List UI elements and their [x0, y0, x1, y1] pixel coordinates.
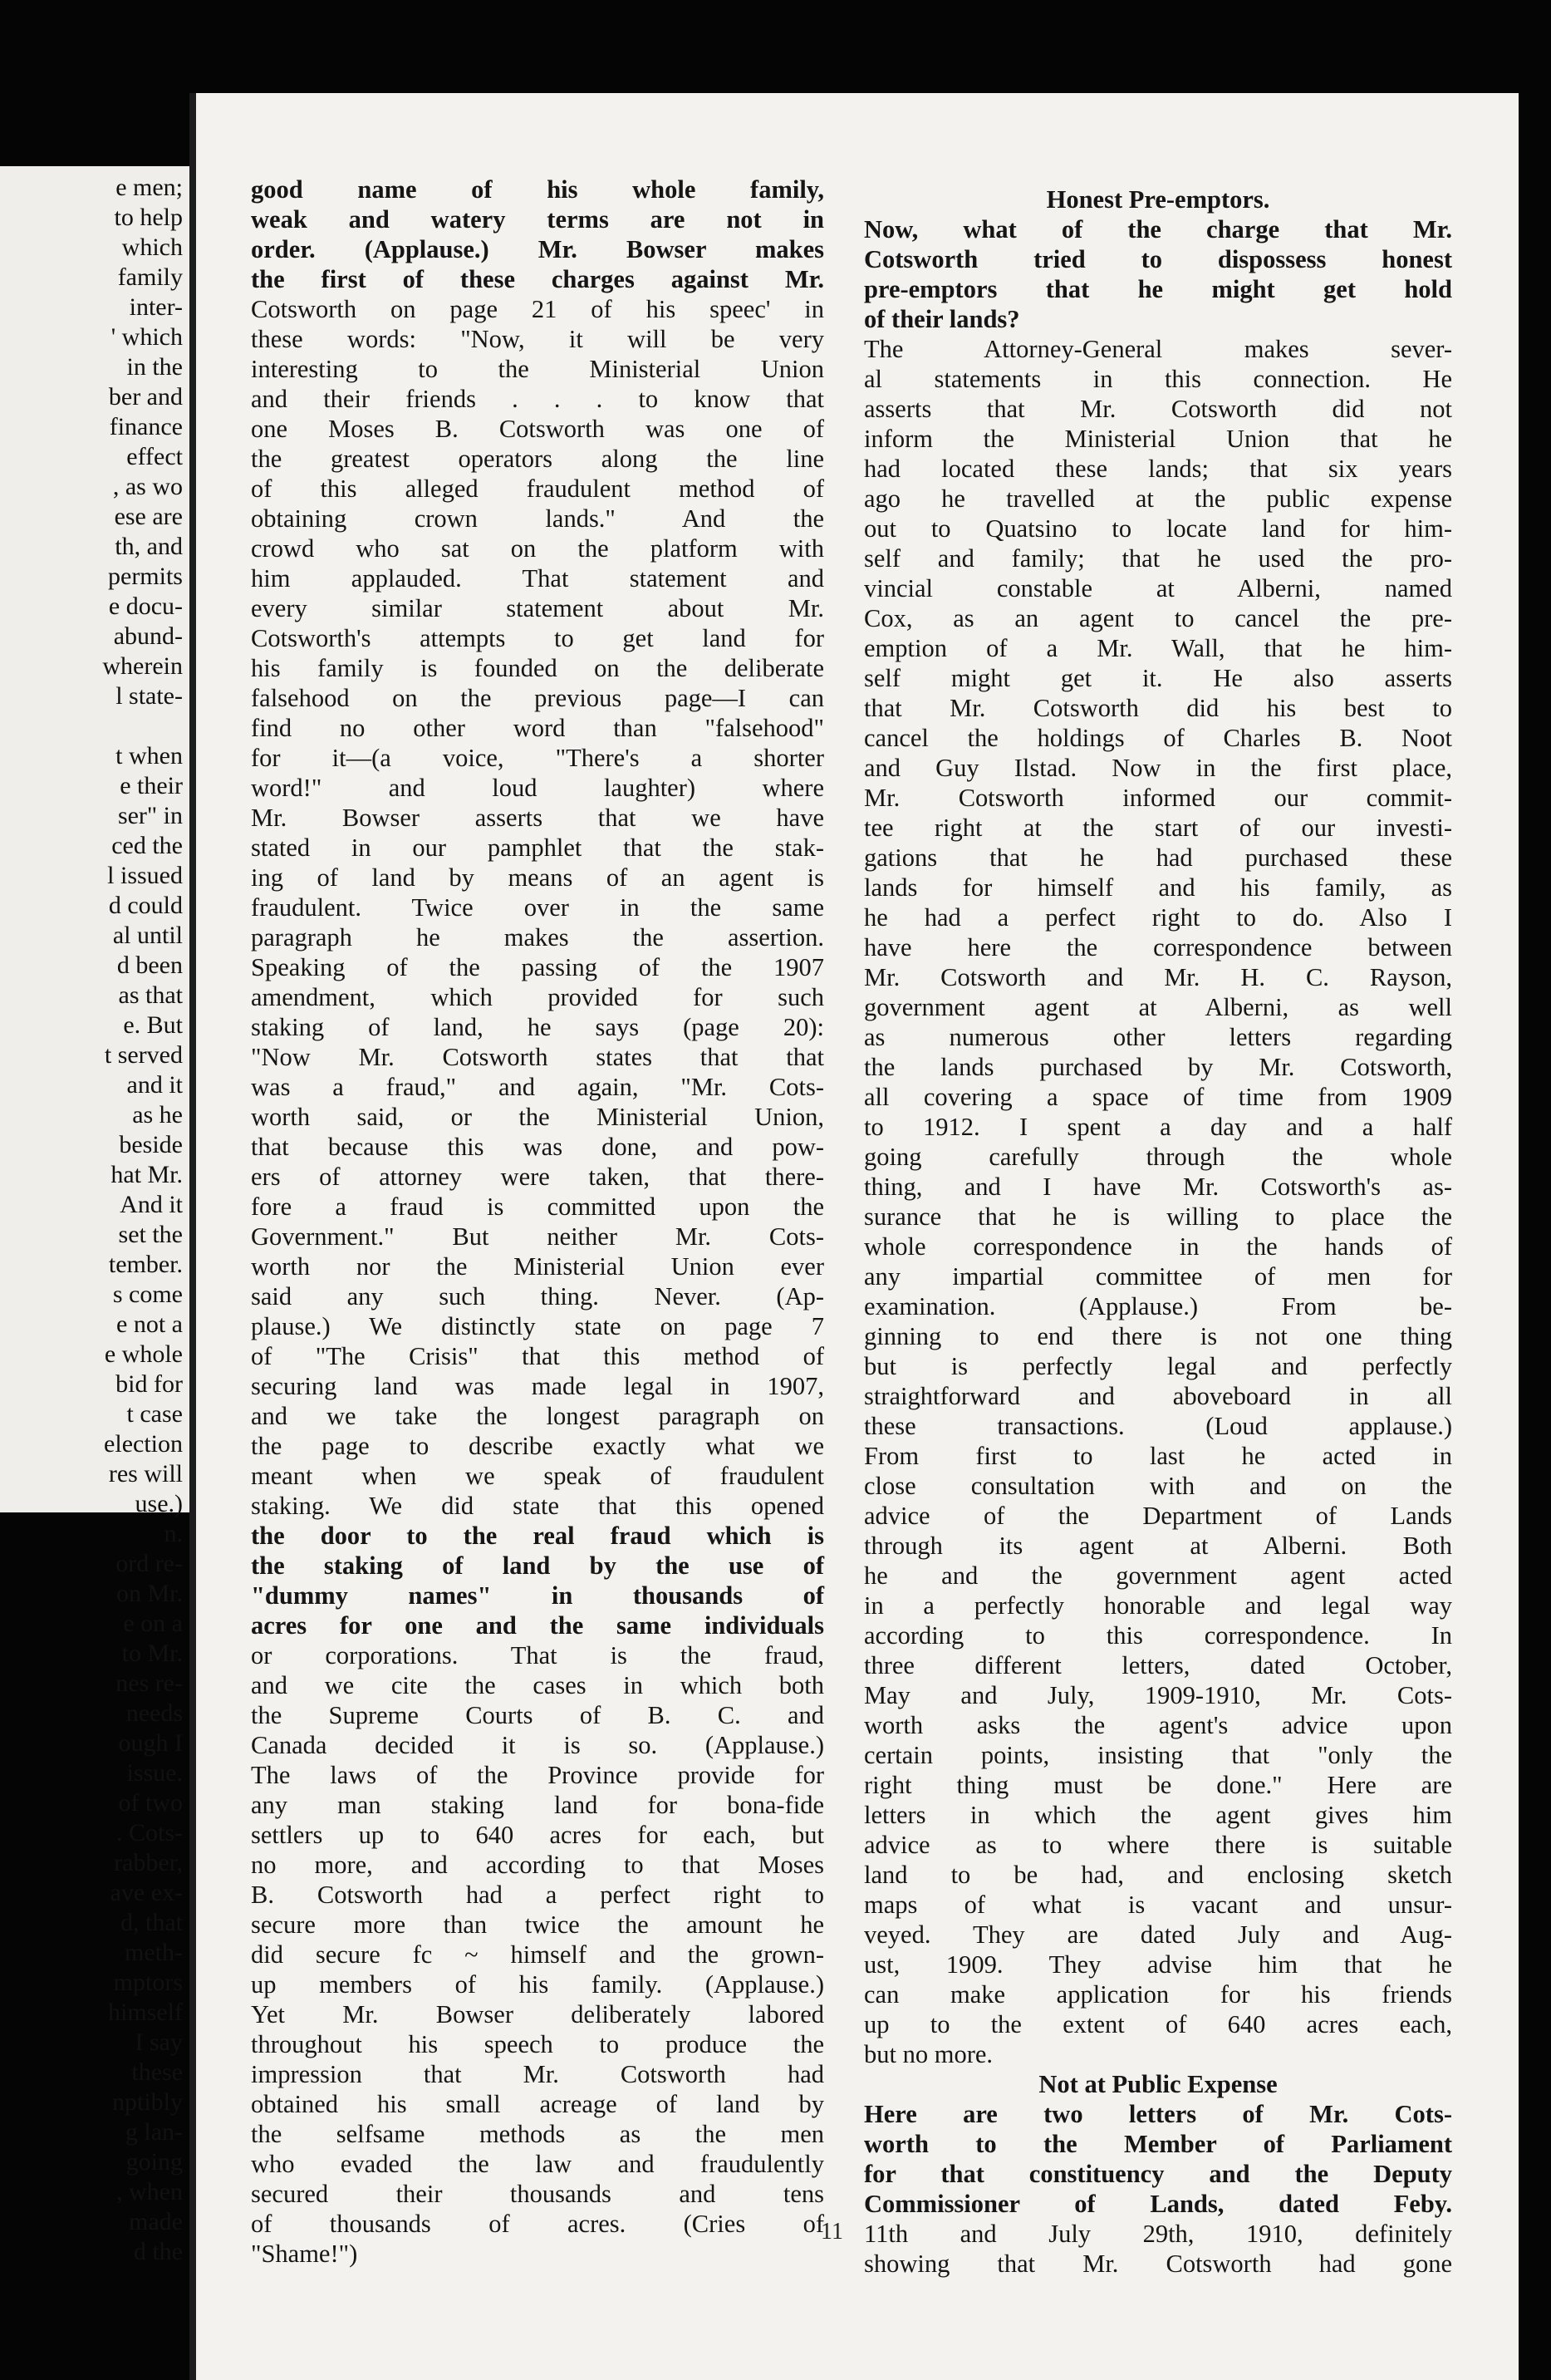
fragment-line: as that	[118, 981, 183, 1009]
text-line: Yet Mr. Bowser deliberately labored	[251, 2000, 824, 2028]
section-heading: Honest Pre-emptors.	[1046, 185, 1270, 214]
text-column-right	[864, 184, 1452, 2279]
text-line: the first of these charges against Mr.	[251, 265, 824, 293]
fragment-line: finance	[109, 413, 183, 440]
fragment-line: bid for	[115, 1370, 183, 1398]
text-line: Cotsworth on page 21 of his speec' in	[251, 295, 824, 323]
text-line: Now, what of the charge that Mr.	[864, 215, 1452, 243]
page-gutter-rule	[189, 93, 196, 2380]
text-line: crowd who sat on the platform with	[251, 534, 824, 563]
text-line: fraudulent. Twice over in the same	[251, 893, 824, 922]
text-line: close consultation with and on the	[864, 1472, 1452, 1500]
text-line: the staking of land by the use of	[251, 1551, 824, 1580]
text-line: plause.) We distinctly state on page 7	[251, 1312, 824, 1340]
fragment-line: ough I	[118, 1729, 183, 1757]
text-line: for that constituency and the Deputy	[864, 2160, 1452, 2188]
text-line: ers of attorney were taken, that there-	[251, 1163, 824, 1191]
text-line: Canada decided it is so. (Applause.)	[251, 1731, 824, 1759]
text-line: self might get it. He also asserts	[864, 664, 1452, 692]
text-line: Commissioner of Lands, dated Feby.	[864, 2190, 1452, 2218]
text-line: him applauded. That statement and	[251, 564, 824, 593]
fragment-line: t when	[115, 742, 183, 770]
fragment-line: set the	[118, 1221, 183, 1248]
text-line: cancel the holdings of Charles B. Noot	[864, 724, 1452, 752]
text-line: settlers up to 640 acres for each, but	[251, 1821, 824, 1849]
text-line: but is perfectly legal and perfectly	[864, 1352, 1452, 1380]
text-line: he had a perfect right to do. Also I	[864, 903, 1452, 932]
text-line: examination. (Applause.) From be-	[864, 1292, 1452, 1320]
fragment-line: d been	[116, 952, 183, 979]
text-line: ust, 1909. They advise him that he	[864, 1950, 1452, 1979]
text-line: ing of land by means of an agent is	[251, 863, 824, 892]
text-line: of this alleged fraudulent method of	[251, 475, 824, 503]
text-line: letters in which the agent gives him	[864, 1801, 1452, 1829]
text-line: and we cite the cases in which both	[251, 1671, 824, 1699]
text-line: secured their thousands and tens	[251, 2180, 824, 2208]
text-line: said any such thing. Never. (Ap-	[251, 1282, 824, 1310]
fragment-line: these	[131, 2058, 183, 2086]
text-line: Mr. Cotsworth and Mr. H. C. Rayson,	[864, 963, 1452, 991]
fragment-line: which	[121, 234, 183, 261]
text-line: fore a fraud is committed upon the	[251, 1192, 824, 1221]
text-line: self and family; that he used the pro-	[864, 544, 1452, 573]
text-line: worth to the Member of Parliament	[864, 2130, 1452, 2158]
text-line: to 1912. I spent a day and a half	[864, 1113, 1452, 1141]
text-line: the Supreme Courts of B. C. and	[251, 1701, 824, 1729]
text-line: through its agent at Alberni. Both	[864, 1532, 1452, 1560]
text-line: or corporations. That is the fraud,	[251, 1641, 824, 1669]
previous-page-fragment	[0, 166, 189, 2265]
text-line: Cotsworth's attempts to get land for	[251, 624, 824, 652]
text-line: asserts that Mr. Cotsworth did not	[864, 395, 1452, 423]
text-line: vincial constable at Alberni, named	[864, 574, 1452, 602]
fragment-line: s come	[112, 1281, 183, 1308]
text-line: B. Cotsworth had a perfect right to	[251, 1881, 824, 1909]
text-line: advice of the Department of Lands	[864, 1502, 1452, 1530]
text-line: "dummy names" in thousands of	[251, 1581, 824, 1610]
text-line: worth asks the agent's advice upon	[864, 1711, 1452, 1739]
text-column-left	[251, 175, 824, 2269]
text-line: worth nor the Ministerial Union ever	[251, 1252, 824, 1281]
page-number: 11	[821, 2219, 843, 2245]
text-line: of thousands of acres. (Cries of	[251, 2210, 824, 2238]
text-line: stated in our pamphlet that the stak-	[251, 833, 824, 862]
fragment-line: res will	[108, 1460, 183, 1488]
text-line: Here are two letters of Mr. Cots-	[864, 2100, 1452, 2128]
text-line: one Moses B. Cotsworth was one of	[251, 415, 824, 443]
text-line: the greatest operators along the line	[251, 445, 824, 473]
fragment-line: e whole	[104, 1340, 183, 1368]
fragment-line: of two	[118, 1789, 183, 1817]
fragment-line: going	[125, 2148, 183, 2176]
text-line: meant when we speak of fraudulent	[251, 1462, 824, 1490]
fragment-line: hat Mr.	[110, 1161, 183, 1188]
text-line: emption of a Mr. Wall, that he him-	[864, 634, 1452, 662]
fragment-line: ord re-	[115, 1550, 183, 1577]
text-line: al statements in this connection. He	[864, 365, 1452, 393]
fragment-line: mptors	[113, 1969, 183, 1996]
text-line: did secure fc ~ himself and the grown-	[251, 1940, 824, 1969]
text-line: obtaining crown lands." And the	[251, 504, 824, 533]
text-line: find no other word than "falsehood"	[251, 714, 824, 742]
fragment-line: ese are	[114, 503, 183, 530]
text-line: can make application for his friends	[864, 1980, 1452, 2009]
fragment-line: ' which	[110, 323, 183, 351]
text-line: Cox, as an agent to cancel the pre-	[864, 604, 1452, 632]
fragment-line: , when	[116, 2178, 183, 2205]
text-line: securing land was made legal in 1907,	[251, 1372, 824, 1400]
text-line: and Guy Ilstad. Now in the first place,	[864, 754, 1452, 782]
text-line: order. (Applause.) Mr. Bowser makes	[251, 235, 824, 263]
text-line: secure more than twice the amount he	[251, 1910, 824, 1939]
fragment-line: al until	[112, 922, 183, 949]
text-line: gations that he had purchased these	[864, 843, 1452, 872]
text-line: obtained his small acreage of land by	[251, 2090, 824, 2118]
text-line: lands for himself and his family, as	[864, 873, 1452, 902]
text-line: inform the Ministerial Union that he	[864, 425, 1452, 453]
fragment-line: use.)	[135, 1490, 183, 1517]
text-line: his family is founded on the deliberate	[251, 654, 824, 682]
text-line: May and July, 1909-1910, Mr. Cots-	[864, 1681, 1452, 1709]
text-line: land to be had, and enclosing sketch	[864, 1861, 1452, 1889]
text-line: in a perfectly honorable and legal way	[864, 1591, 1452, 1620]
text-line: as numerous other letters regarding	[864, 1023, 1452, 1051]
text-line: that because this was done, and pow-	[251, 1133, 824, 1161]
text-line: who evaded the law and fraudulently	[251, 2150, 824, 2178]
text-line: showing that Mr. Cotsworth had gone	[864, 2250, 1452, 2278]
fragment-line: abund-	[113, 622, 183, 650]
text-line: staking. We did state that this opened	[251, 1492, 824, 1520]
fragment-line: e their	[120, 772, 183, 799]
fragment-line: . Cots-	[115, 1819, 183, 1846]
text-line: was a fraud," and again, "Mr. Cots-	[251, 1073, 824, 1101]
fragment-line: t served	[104, 1041, 183, 1069]
text-line: every similar statement about Mr.	[251, 594, 824, 622]
text-line: 11th and July 29th, 1910, definitely	[864, 2220, 1452, 2248]
text-line: out to Quatsino to locate land for him-	[864, 514, 1452, 543]
text-line: certain points, insisting that "only the	[864, 1741, 1452, 1769]
text-line: going carefully through the whole	[864, 1143, 1452, 1171]
fragment-line: t case	[126, 1400, 183, 1428]
fragment-line: issue.	[126, 1759, 183, 1787]
fragment-line: I say	[135, 2028, 183, 2056]
fragment-line: family	[117, 263, 183, 291]
fragment-line: e docu-	[108, 593, 183, 620]
text-line: veyed. They are dated July and Aug-	[864, 1920, 1452, 1949]
text-line: ago he travelled at the public expense	[864, 484, 1452, 513]
text-line: had located these lands; that six years	[864, 455, 1452, 483]
text-line: interesting to the Ministerial Union	[251, 355, 824, 383]
text-line: "Shame!")	[251, 2240, 358, 2268]
fragment-line: wherein	[102, 652, 183, 680]
text-line: up members of his family. (Applause.)	[251, 1970, 824, 1999]
text-line: Government." But neither Mr. Cots-	[251, 1222, 824, 1251]
fragment-line: nptibly	[111, 2088, 183, 2116]
text-line: the page to describe exactly what we	[251, 1432, 824, 1460]
fragment-line: ser" in	[117, 802, 183, 829]
fragment-line: and it	[126, 1071, 183, 1099]
text-line: good name of his whole family,	[251, 175, 824, 204]
text-line: any man staking land for bona-fide	[251, 1791, 824, 1819]
text-line: word!" and loud laughter) where	[251, 774, 824, 802]
text-line: the selfsame methods as the men	[251, 2120, 824, 2148]
text-line: "Now Mr. Cotsworth states that that	[251, 1043, 824, 1071]
text-line: Mr. Bowser asserts that we have	[251, 804, 824, 832]
fragment-line: And it	[120, 1191, 183, 1218]
fragment-line: th, and	[115, 533, 183, 560]
text-line: for it—(a voice, "There's a shorter	[251, 744, 824, 772]
fragment-line: beside	[119, 1131, 183, 1158]
text-line: and their friends . . . to know that	[251, 385, 824, 413]
text-line: thing, and I have Mr. Cotsworth's as-	[864, 1173, 1452, 1201]
page	[189, 93, 1519, 2380]
text-line: The Attorney-General makes sever-	[864, 335, 1452, 363]
fragment-line: l state-	[115, 682, 183, 710]
fragment-line: ced the	[111, 832, 183, 859]
text-line: he and the government agent acted	[864, 1561, 1452, 1590]
fragment-line: needs	[125, 1699, 183, 1727]
fragment-line: himself	[108, 1999, 183, 2026]
text-line: all covering a space of time from 1909	[864, 1083, 1452, 1111]
fragment-line: in the	[126, 353, 183, 381]
fragment-line: rabber,	[114, 1849, 183, 1876]
fragment-line: ave ex-	[110, 1879, 183, 1906]
text-line: any impartial committee of men for	[864, 1262, 1452, 1291]
text-line: surance that he is willing to place the	[864, 1202, 1452, 1231]
text-line: that Mr. Cotsworth did his best to	[864, 694, 1452, 722]
text-line: have here the correspondence between	[864, 933, 1452, 961]
fragment-line: ber and	[108, 383, 183, 411]
text-line: ginning to end there is not one thing	[864, 1322, 1452, 1350]
fragment-line: g lan-	[125, 2118, 183, 2146]
text-line: falsehood on the previous page—I can	[251, 684, 824, 712]
text-line: acres for one and the same individuals	[251, 1611, 824, 1640]
fragment-line: d, that	[120, 1909, 183, 1936]
text-line: up to the extent of 640 acres each,	[864, 2010, 1452, 2038]
text-line: right thing must be done." Here are	[864, 1771, 1452, 1799]
text-line: the door to the real fraud which is	[251, 1522, 824, 1550]
text-line: no more, and according to that Moses	[251, 1851, 824, 1879]
text-line: Cotsworth tried to dispossess honest	[864, 245, 1452, 273]
text-line: of their lands?	[864, 305, 1020, 333]
fragment-line: to help	[114, 204, 183, 231]
text-line: weak and watery terms are not in	[251, 205, 824, 234]
text-line: the lands purchased by Mr. Cotsworth,	[864, 1053, 1452, 1081]
fragment-line: tember.	[108, 1251, 183, 1278]
fragment-line: , as wo	[112, 473, 183, 500]
fragment-line: made	[129, 2208, 183, 2235]
fragment-line: as he	[132, 1101, 183, 1129]
text-line: amendment, which provided for such	[251, 983, 824, 1011]
text-line: whole correspondence in the hands of	[864, 1232, 1452, 1261]
text-line: staking of land, he says (page 20):	[251, 1013, 824, 1041]
text-line: pre-emptors that he might get hold	[864, 275, 1452, 303]
fragment-line: to Mr.	[121, 1640, 183, 1667]
text-line: tee right at the start of our investi-	[864, 814, 1452, 842]
text-line: three different letters, dated October,	[864, 1651, 1452, 1679]
text-line: From first to last he acted in	[864, 1442, 1452, 1470]
fragment-line: d the	[133, 2238, 183, 2265]
text-line: paragraph he makes the assertion.	[251, 923, 824, 952]
fragment-line: e men;	[115, 174, 183, 201]
text-line: Speaking of the passing of the 1907	[251, 953, 824, 981]
text-line: government agent at Alberni, as well	[864, 993, 1452, 1021]
section-heading: Not at Public Expense	[1038, 2070, 1278, 2098]
fragment-line: e not a	[116, 1310, 183, 1338]
fragment-line: inter-	[129, 293, 183, 321]
fragment-line: meth-	[125, 1939, 183, 1966]
text-line: Mr. Cotsworth informed our commit-	[864, 784, 1452, 812]
text-line: impression that Mr. Cotsworth had	[251, 2060, 824, 2088]
fragment-line: nes re-	[115, 1669, 183, 1697]
fragment-line: election	[104, 1430, 183, 1458]
fragment-line: e on a	[123, 1610, 183, 1637]
text-line: advice as to where there is suitable	[864, 1831, 1452, 1859]
text-line: maps of what is vacant and unsur-	[864, 1891, 1452, 1919]
text-line: throughout his speech to produce the	[251, 2030, 824, 2058]
text-line: these transactions. (Loud applause.)	[864, 1412, 1452, 1440]
fragment-line: d could	[108, 892, 183, 919]
fragment-line: e. But	[123, 1011, 183, 1039]
fragment-line: l issued	[107, 862, 183, 889]
text-line: but no more.	[864, 2040, 994, 2068]
fragment-line: permits	[108, 563, 183, 590]
fragment-line: on Mr.	[115, 1580, 183, 1607]
text-line: worth said, or the Ministerial Union,	[251, 1103, 824, 1131]
text-line: The laws of the Province provide for	[251, 1761, 824, 1789]
fragment-line: effect	[126, 443, 183, 470]
text-line: straightforward and aboveboard in all	[864, 1382, 1452, 1410]
text-line: these words: "Now, it will be very	[251, 325, 824, 353]
text-line: of "The Crisis" that this method of	[251, 1342, 824, 1370]
text-line: and we take the longest paragraph on	[251, 1402, 824, 1430]
text-line: according to this correspondence. In	[864, 1621, 1452, 1650]
fragment-line: n.	[164, 1520, 183, 1547]
